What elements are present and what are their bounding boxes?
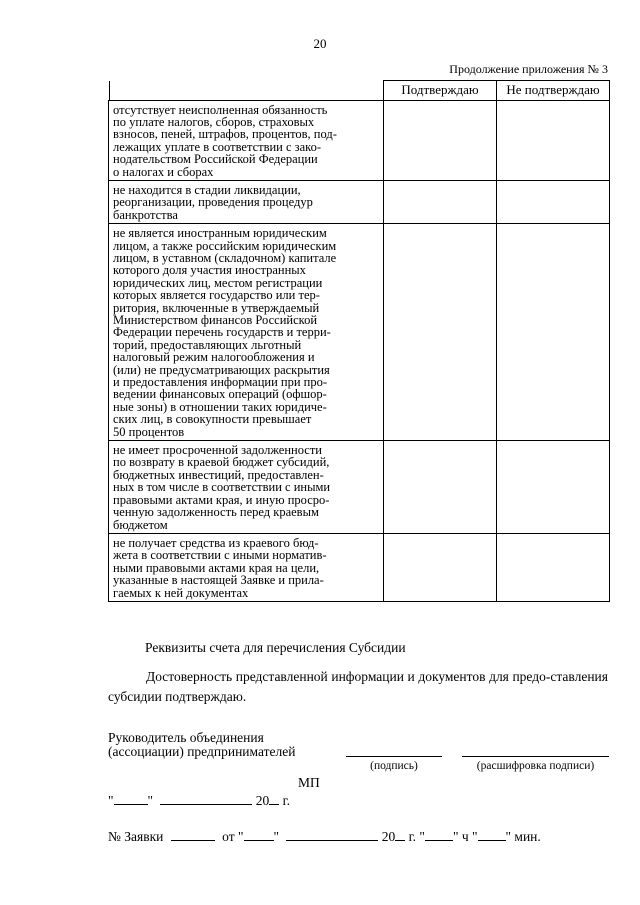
condition-text-line: налоговый режим налогообложения и bbox=[113, 350, 315, 365]
confirmation-statement: Достоверность представленной информации и документов для предо-ставления субсидии подтверждаю. bbox=[108, 669, 608, 704]
condition-text-line: торий, предоставляющих льготный bbox=[113, 337, 302, 352]
application-from-label: от bbox=[222, 829, 235, 844]
condition-text-line: лицом, а также российским юридическим bbox=[113, 238, 337, 253]
condition-text-line: не имеет просроченной задолженности bbox=[113, 443, 322, 458]
condition-text-line: ведении финансовых операций (офшор- bbox=[113, 387, 327, 402]
stamp-place-label: МП bbox=[298, 775, 320, 790]
table-row bbox=[109, 441, 610, 534]
application-minute-blank[interactable] bbox=[478, 827, 506, 841]
application-open-quote: " bbox=[238, 829, 244, 844]
condition-text-line: гаемых к ней документах bbox=[113, 585, 249, 600]
date-close-quote: " bbox=[147, 793, 154, 808]
condition-text-line: Федерации перечень государств и терри- bbox=[113, 325, 331, 340]
table-row bbox=[109, 533, 610, 601]
application-day-blank[interactable] bbox=[244, 827, 274, 841]
condition-text-line: о налогах и сборах bbox=[113, 164, 214, 179]
application-minute-open-quote: " bbox=[472, 829, 478, 844]
application-year-blank[interactable] bbox=[395, 827, 405, 841]
signature-decoding-line[interactable] bbox=[462, 756, 609, 757]
condition-text-line: и предоставления информации при про- bbox=[113, 375, 328, 390]
head-of-association-label bbox=[108, 731, 295, 759]
condition-text-line: по уплате налогов, сборов, страховых bbox=[113, 114, 315, 129]
confirm-cell[interactable] bbox=[384, 100, 497, 180]
condition-text-line: лежащих уплате в соответствии с зако- bbox=[113, 139, 321, 154]
condition-text-line: ских лиц, в совокупности превышает bbox=[113, 412, 312, 427]
condition-text-line: юридических лиц, местом регистрации bbox=[113, 275, 323, 290]
not-confirm-cell[interactable] bbox=[497, 100, 610, 180]
condition-text-line: ритория, включенные в утверждаемый bbox=[113, 300, 320, 315]
date-month-blank[interactable] bbox=[160, 791, 252, 805]
condition-text-line: банкротства bbox=[113, 207, 178, 222]
head-label-line1: Руководитель объединения bbox=[108, 730, 264, 745]
condition-text-cell bbox=[109, 180, 384, 223]
confirm-cell[interactable] bbox=[384, 441, 497, 534]
condition-text-line: Министерством финансов Российской bbox=[113, 313, 318, 327]
confirm-cell[interactable] bbox=[384, 180, 497, 223]
application-minutes-label: мин. bbox=[514, 829, 541, 844]
condition-text-line: отсутствует неисполненная обязанность bbox=[113, 102, 328, 117]
header-empty-cell bbox=[109, 81, 110, 100]
date-open-quote: " bbox=[108, 793, 114, 808]
condition-text-line: которых является государство или тер- bbox=[113, 288, 320, 303]
date-day-blank[interactable] bbox=[114, 791, 148, 805]
condition-text-line: бюджетом bbox=[113, 517, 168, 532]
head-label-line2: (ассоциации) предпринимателей bbox=[108, 744, 296, 759]
condition-text-line: не находится в стадии ликвидации, bbox=[113, 182, 301, 197]
application-year-suffix: г. bbox=[408, 829, 417, 844]
not-confirm-cell[interactable] bbox=[497, 441, 610, 534]
condition-text-line: не получает средства из краевого бюд- bbox=[113, 535, 319, 550]
appendix-continuation-note: Продолжение приложения № 3 bbox=[449, 62, 608, 76]
condition-text-line: лицом, в уставном (складочном) капитале bbox=[113, 250, 337, 265]
condition-text-line: реорганизации, проведения процедур bbox=[113, 195, 313, 210]
not-confirm-cell[interactable] bbox=[497, 224, 610, 441]
header-not-confirm: Не подтверждаю bbox=[497, 81, 610, 101]
condition-text-cell bbox=[109, 533, 384, 601]
confirm-cell[interactable] bbox=[384, 224, 497, 441]
condition-text-line: (или) не предусматривающих раскрытия bbox=[113, 362, 330, 377]
table-row bbox=[109, 224, 610, 441]
condition-text-line: взносов, пеней, штрафов, процентов, под- bbox=[113, 127, 337, 142]
condition-text-cell bbox=[109, 441, 384, 534]
not-confirm-cell[interactable] bbox=[497, 180, 610, 223]
signature-line[interactable] bbox=[346, 756, 442, 757]
header-confirm: Подтверждаю bbox=[384, 81, 497, 101]
page-number: 20 bbox=[313, 36, 327, 51]
condition-text-line: 50 процентов bbox=[113, 424, 185, 439]
condition-text-line: ные зоны) в отношении таких юридиче- bbox=[113, 399, 327, 414]
condition-text-line: бюджетных инвестиций, предоставлен- bbox=[113, 467, 324, 482]
table-header-row bbox=[109, 81, 610, 101]
confirm-cell[interactable] bbox=[384, 533, 497, 601]
account-requisites-label: Реквизиты счета для перечисления Субсидии bbox=[145, 640, 406, 655]
condition-text-line: которого доля участия иностранных bbox=[113, 263, 306, 278]
condition-text-line: ченную задолженность перед краевым bbox=[113, 505, 319, 520]
table-row bbox=[109, 100, 610, 180]
date-line bbox=[108, 791, 290, 809]
date-year-blank[interactable] bbox=[269, 791, 279, 805]
condition-text-line: по возврату в краевой бюджет субсидий, bbox=[113, 455, 330, 470]
date-year-prefix: 20 bbox=[255, 793, 270, 808]
condition-text-line: правовыми актами края, и иную просро- bbox=[113, 492, 330, 507]
application-year-prefix: 20 bbox=[381, 829, 396, 844]
signature-decoding-caption: (расшифровка подписи) bbox=[476, 760, 595, 772]
not-confirm-cell[interactable] bbox=[497, 533, 610, 601]
application-month-blank[interactable] bbox=[286, 827, 378, 841]
application-minute-close-quote: " bbox=[505, 829, 512, 844]
condition-text-line: жета в соответствии с иными норматив- bbox=[113, 548, 327, 563]
application-hours-label: ч bbox=[461, 829, 469, 844]
condition-text-cell bbox=[109, 100, 384, 180]
table-row bbox=[109, 180, 610, 223]
signature-caption: (подпись) bbox=[370, 760, 418, 772]
condition-text-line: нодательством Российской Федерации bbox=[113, 152, 318, 167]
date-year-suffix: г. bbox=[282, 793, 291, 808]
condition-text-line: не является иностранным юридическим bbox=[113, 226, 327, 241]
condition-text-line: ных в том числе в соответствии с иными bbox=[113, 480, 331, 495]
conditions-table bbox=[108, 80, 610, 602]
application-number-label: № Заявки bbox=[108, 829, 164, 844]
condition-text-cell bbox=[109, 224, 384, 441]
application-number-blank[interactable] bbox=[171, 827, 215, 841]
application-close-quote: " bbox=[273, 829, 280, 844]
application-hour-open-quote: " bbox=[419, 829, 425, 844]
condition-text-line: ными правовыми актами края на цели, bbox=[113, 560, 320, 575]
application-hour-blank[interactable] bbox=[425, 827, 453, 841]
application-number-line bbox=[108, 827, 541, 845]
condition-text-line: указанные в настоящей Заявке и прила- bbox=[113, 573, 324, 588]
application-hour-close-quote: " bbox=[452, 829, 459, 844]
